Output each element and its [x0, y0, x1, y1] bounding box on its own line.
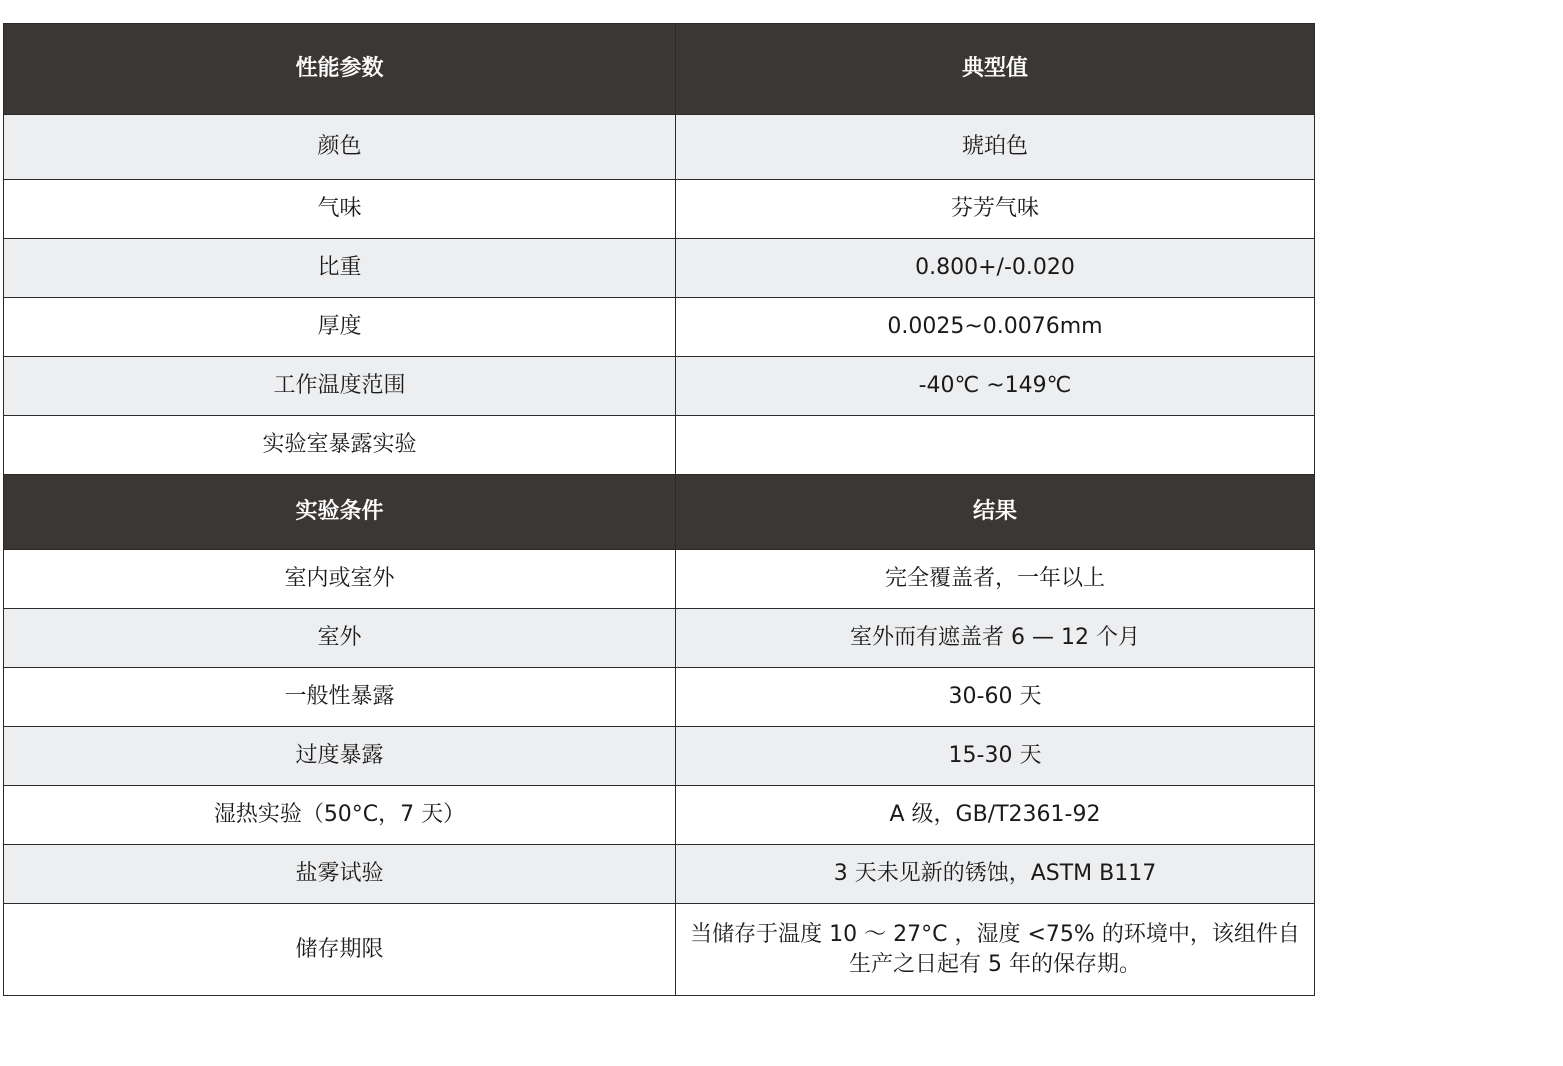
result-cell: 30-60 天	[676, 668, 1315, 727]
result-cell: 室外而有遮盖者 6 — 12 个月	[676, 609, 1315, 668]
header-cell-condition: 实验条件	[4, 475, 676, 550]
param-cell: 实验室暴露实验	[4, 416, 676, 475]
param-cell: 比重	[4, 239, 676, 298]
value-cell: 0.0025~0.0076mm	[676, 298, 1315, 357]
value-cell: 0.800+/-0.020	[676, 239, 1315, 298]
table-row	[4, 115, 1315, 180]
spec-table	[3, 23, 1315, 996]
param-cell: 颜色	[4, 115, 676, 180]
table-row	[4, 904, 1315, 996]
param-cell: 工作温度范围	[4, 357, 676, 416]
param-cell: 气味	[4, 180, 676, 239]
table-row	[4, 298, 1315, 357]
value-cell: 芬芳气味	[676, 180, 1315, 239]
value-cell	[676, 416, 1315, 475]
value-cell: 琥珀色	[676, 115, 1315, 180]
table-row	[4, 727, 1315, 786]
table-row	[4, 609, 1315, 668]
condition-cell: 湿热实验（50°C，7 天）	[4, 786, 676, 845]
param-cell: 厚度	[4, 298, 676, 357]
table-row	[4, 239, 1315, 298]
table-row	[4, 845, 1315, 904]
result-cell: 3 天未见新的锈蚀，ASTM B117	[676, 845, 1315, 904]
condition-cell: 过度暴露	[4, 727, 676, 786]
table-row	[4, 550, 1315, 609]
condition-cell: 储存期限	[4, 904, 676, 996]
header-cell-value: 典型值	[676, 24, 1315, 115]
value-cell: -40℃ ~149℃	[676, 357, 1315, 416]
result-cell: A 级，GB/T2361-92	[676, 786, 1315, 845]
result-cell: 15-30 天	[676, 727, 1315, 786]
condition-cell: 盐雾试验	[4, 845, 676, 904]
table-row	[4, 357, 1315, 416]
condition-cell: 室内或室外	[4, 550, 676, 609]
header-cell-result: 结果	[676, 475, 1315, 550]
test-header-row	[4, 475, 1315, 550]
table-row	[4, 668, 1315, 727]
table-row	[4, 180, 1315, 239]
result-cell: 完全覆盖者，一年以上	[676, 550, 1315, 609]
table-row	[4, 416, 1315, 475]
header-cell-param: 性能参数	[4, 24, 676, 115]
condition-cell: 一般性暴露	[4, 668, 676, 727]
result-cell: 当储存于温度 10 ～ 27°C ，湿度 <75% 的环境中，该组件自生产之日起有 5 年的保存期。	[676, 904, 1315, 996]
table-row	[4, 786, 1315, 845]
condition-cell: 室外	[4, 609, 676, 668]
table-header-row	[4, 24, 1315, 115]
